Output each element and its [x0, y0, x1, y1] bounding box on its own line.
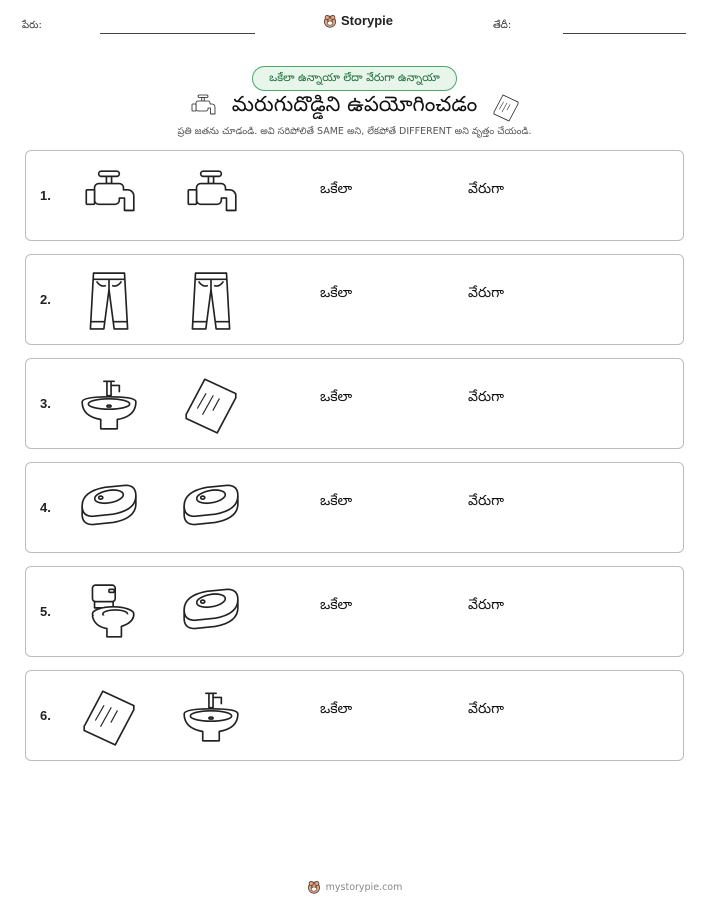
name-label: పేరు: [22, 20, 42, 31]
question-number: 4. [40, 500, 51, 515]
faucet-icon [180, 165, 242, 227]
question-row [25, 566, 684, 657]
toilet-icon [78, 581, 140, 643]
towel-icon [78, 685, 140, 747]
question-row [25, 670, 684, 761]
soap-icon [78, 477, 140, 539]
pants-icon [78, 269, 140, 331]
title-text: మరుగుదొడ్డిని ఉపయోగించడం [231, 92, 478, 116]
question-row [25, 150, 684, 241]
question-number: 3. [40, 396, 51, 411]
option-same[interactable]: ఒకేలా [320, 285, 353, 301]
option-different[interactable]: వేరుగా [468, 493, 504, 509]
soap-icon [180, 477, 242, 539]
instructions: ప్రతి జతను చూడండి. అవి సరిపోలితే SAME అని, లేకపోతే DIFFERENT అని వృత్తం చేయండి. [177, 126, 532, 137]
option-same[interactable]: ఒకేలా [320, 701, 353, 717]
date-field[interactable] [563, 33, 686, 34]
option-different[interactable]: వేరుగా [468, 285, 504, 301]
soap-icon [180, 581, 242, 643]
question-number: 2. [40, 292, 51, 307]
option-different[interactable]: వేరుగా [468, 181, 504, 197]
sink-icon [180, 685, 242, 747]
option-same[interactable]: ఒకేలా [320, 597, 353, 613]
option-same[interactable]: ఒకేలా [320, 389, 353, 405]
question-number: 6. [40, 708, 51, 723]
question-row [25, 462, 684, 553]
worksheet-type-badge: ఒకేలా ఉన్నాయా లేదా వేరుగా ఉన్నాయా [252, 66, 457, 91]
storypie-logo-icon [323, 14, 337, 28]
brand [323, 13, 393, 28]
question-row [25, 254, 684, 345]
pants-icon [180, 269, 242, 331]
footer [0, 880, 709, 894]
option-different[interactable]: వేరుగా [468, 597, 504, 613]
option-same[interactable]: ఒకేలా [320, 493, 353, 509]
question-number: 5. [40, 604, 51, 619]
question-row [25, 358, 684, 449]
footer-url[interactable]: mystorypie.com [325, 881, 403, 893]
towel-icon [180, 373, 242, 435]
question-number: 1. [40, 188, 51, 203]
storypie-logo-icon [307, 880, 321, 894]
option-different[interactable]: వేరుగా [468, 701, 504, 717]
option-different[interactable]: వేరుగా [468, 389, 504, 405]
name-field[interactable] [100, 33, 255, 34]
faucet-icon [78, 165, 140, 227]
option-same[interactable]: ఒకేలా [320, 181, 353, 197]
faucet-icon [188, 92, 218, 122]
date-label: తేదీ: [493, 20, 512, 31]
brand-name: Storypie [341, 13, 394, 28]
sink-icon [78, 373, 140, 435]
page-title [150, 90, 559, 124]
towel-icon [491, 92, 521, 122]
